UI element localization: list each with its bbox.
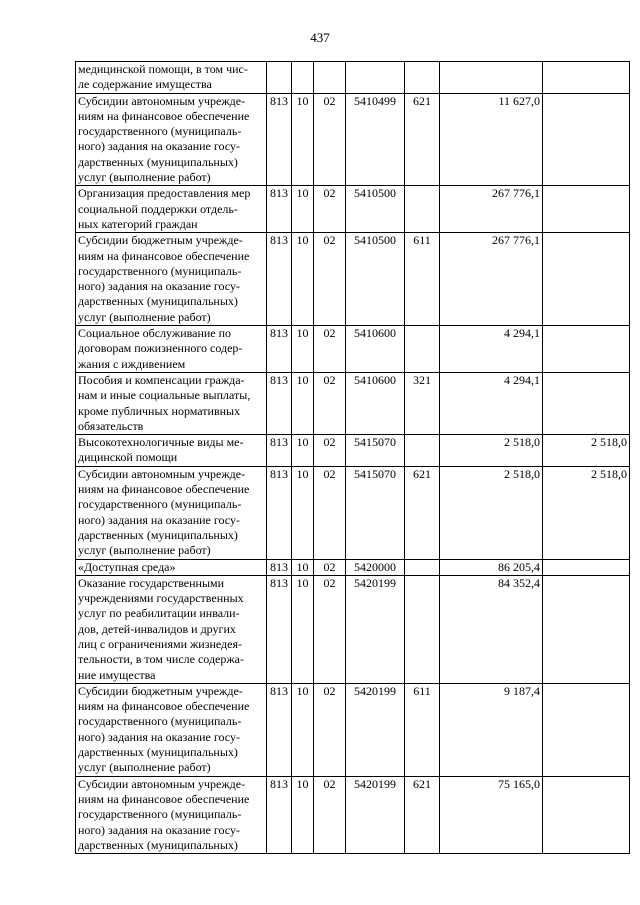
section-code-cell: 10 (292, 466, 314, 559)
row-name-cell: Субсидии бюджетным учрежде- ниям на финансовое обеспечение государственного (муниципаль- ного) задания на оказание госу- дарственных (муниципальных) услуг (выполнение работ) (76, 683, 267, 776)
subvention-amount-cell (543, 575, 630, 683)
expense-type-cell (405, 575, 440, 683)
table-row (76, 466, 630, 559)
section-code-cell: 10 (292, 186, 314, 233)
ved-code-cell: 813 (267, 776, 292, 853)
amount-cell (440, 62, 543, 94)
ved-code-cell: 813 (267, 575, 292, 683)
target-article-cell: 5410600 (346, 372, 405, 434)
row-name-cell: Субсидии автономным учрежде- ниям на финансовое обеспечение государственного (муниципаль- ного) задания на оказание госу- дарственных (муниципальных) услуг (выполнение работ) (76, 93, 267, 186)
table-row (76, 233, 630, 326)
table-row (76, 186, 630, 233)
table-row (76, 326, 630, 373)
row-name-cell: Социальное обслуживание по договорам пожизненного содер- жания с иждивением (76, 326, 267, 373)
section-code-cell: 10 (292, 326, 314, 373)
expense-type-cell (405, 559, 440, 575)
table-row (76, 776, 630, 853)
expense-type-cell (405, 62, 440, 94)
target-article-cell: 5420199 (346, 683, 405, 776)
page-number: 437 (310, 30, 330, 45)
section-code-cell: 10 (292, 372, 314, 434)
subsection-code-cell: 02 (314, 683, 346, 776)
table-row (76, 683, 630, 776)
subsection-code-cell: 02 (314, 559, 346, 575)
table-body (76, 62, 630, 854)
expense-type-cell: 621 (405, 776, 440, 853)
ved-code-cell (267, 62, 292, 94)
expense-type-cell: 611 (405, 233, 440, 326)
expense-type-cell (405, 435, 440, 467)
row-name-cell: Организация предоставления мер социальной поддержки отдель- ных категорий граждан (76, 186, 267, 233)
ved-code-cell: 813 (267, 186, 292, 233)
amount-cell: 2 518,0 (440, 435, 543, 467)
section-code-cell: 10 (292, 233, 314, 326)
budget-table (75, 61, 630, 854)
ved-code-cell: 813 (267, 93, 292, 186)
amount-cell: 2 518,0 (440, 466, 543, 559)
expense-type-cell: 321 (405, 372, 440, 434)
ved-code-cell: 813 (267, 466, 292, 559)
ved-code-cell: 813 (267, 372, 292, 434)
expense-type-cell: 621 (405, 93, 440, 186)
section-code-cell: 10 (292, 435, 314, 467)
subvention-amount-cell (543, 233, 630, 326)
target-article-cell: 5410499 (346, 93, 405, 186)
target-article-cell: 5420199 (346, 776, 405, 853)
amount-cell: 84 352,4 (440, 575, 543, 683)
amount-cell: 11 627,0 (440, 93, 543, 186)
subsection-code-cell: 02 (314, 466, 346, 559)
amount-cell: 267 776,1 (440, 186, 543, 233)
ved-code-cell: 813 (267, 435, 292, 467)
ved-code-cell: 813 (267, 233, 292, 326)
subsection-code-cell: 02 (314, 435, 346, 467)
section-code-cell: 10 (292, 93, 314, 186)
table-row (76, 93, 630, 186)
amount-cell: 4 294,1 (440, 372, 543, 434)
ved-code-cell: 813 (267, 326, 292, 373)
target-article-cell: 5420000 (346, 559, 405, 575)
section-code-cell: 10 (292, 559, 314, 575)
subvention-amount-cell (543, 186, 630, 233)
subsection-code-cell: 02 (314, 186, 346, 233)
subvention-amount-cell (543, 372, 630, 434)
subsection-code-cell: 02 (314, 233, 346, 326)
subsection-code-cell: 02 (314, 575, 346, 683)
subsection-code-cell: 02 (314, 372, 346, 434)
target-article-cell: 5415070 (346, 435, 405, 467)
subvention-amount-cell (543, 62, 630, 94)
row-name-cell: Субсидии автономным учрежде- ниям на финансовое обеспечение государственного (муниципаль- ного) задания на оказание госу- дарственных (муниципальных) (76, 776, 267, 853)
section-code-cell (292, 62, 314, 94)
row-name-cell: Пособия и компенсации гражда- нам и иные социальные выплаты, кроме публичных нормативных обязательств (76, 372, 267, 434)
amount-cell: 75 165,0 (440, 776, 543, 853)
row-name-cell: Высокотехнологичные виды ме- дицинской помощи (76, 435, 267, 467)
table-row (76, 559, 630, 575)
amount-cell: 9 187,4 (440, 683, 543, 776)
subsection-code-cell: 02 (314, 776, 346, 853)
expense-type-cell (405, 186, 440, 233)
row-name-cell: Оказание государственными учреждениями государственных услуг по реабилитации инвали- дов, детей-инвалидов и других лиц с ограничениями жизнедея- тельности, в том числе содержа- ние имущества (76, 575, 267, 683)
ved-code-cell: 813 (267, 559, 292, 575)
subsection-code-cell (314, 62, 346, 94)
target-article-cell: 5410600 (346, 326, 405, 373)
subsection-code-cell: 02 (314, 326, 346, 373)
ved-code-cell: 813 (267, 683, 292, 776)
section-code-cell: 10 (292, 683, 314, 776)
table-row (76, 62, 630, 94)
row-name-cell: Субсидии бюджетным учрежде- ниям на финансовое обеспечение государственного (муниципаль- ного) задания на оказание госу- дарственных (муниципальных) услуг (выполнение работ) (76, 233, 267, 326)
section-code-cell: 10 (292, 575, 314, 683)
subvention-amount-cell: 2 518,0 (543, 435, 630, 467)
row-name-cell: Субсидии автономным учрежде- ниям на финансовое обеспечение государственного (муниципаль- ного) задания на оказание госу- дарственных (муниципальных) услуг (выполнение работ) (76, 466, 267, 559)
expense-type-cell: 611 (405, 683, 440, 776)
section-code-cell: 10 (292, 776, 314, 853)
target-article-cell (346, 62, 405, 94)
subvention-amount-cell (543, 683, 630, 776)
subvention-amount-cell (543, 559, 630, 575)
table-row (76, 372, 630, 434)
target-article-cell: 5420199 (346, 575, 405, 683)
target-article-cell: 5410500 (346, 233, 405, 326)
subsection-code-cell: 02 (314, 93, 346, 186)
amount-cell: 86 205,4 (440, 559, 543, 575)
expense-type-cell: 621 (405, 466, 440, 559)
subvention-amount-cell (543, 93, 630, 186)
row-name-cell: медицинской помощи, в том чис- ле содержание имущества (76, 62, 267, 94)
subvention-amount-cell: 2 518,0 (543, 466, 630, 559)
amount-cell: 4 294,1 (440, 326, 543, 373)
table-row (76, 435, 630, 467)
subvention-amount-cell (543, 326, 630, 373)
target-article-cell: 5410500 (346, 186, 405, 233)
table-row (76, 575, 630, 683)
subvention-amount-cell (543, 776, 630, 853)
row-name-cell: «Доступная среда» (76, 559, 267, 575)
amount-cell: 267 776,1 (440, 233, 543, 326)
target-article-cell: 5415070 (346, 466, 405, 559)
expense-type-cell (405, 326, 440, 373)
